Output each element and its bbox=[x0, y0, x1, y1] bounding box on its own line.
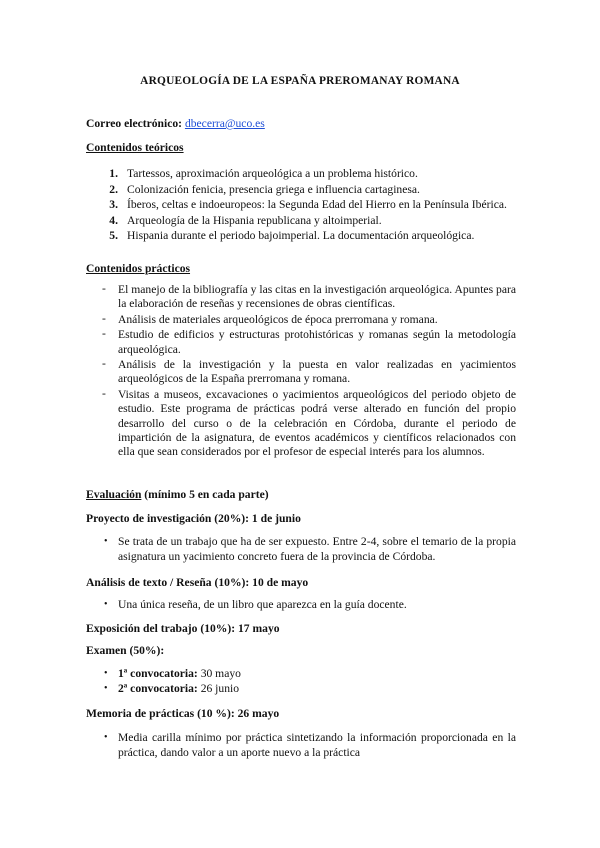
proyecto-heading: Proyecto de investigación (20%): 1 de junio bbox=[86, 512, 301, 525]
teoricos-heading: Contenidos teóricos bbox=[86, 141, 184, 154]
list-item: 1. Tartessos, aproximación arqueológica a un problema histórico. bbox=[109, 167, 418, 180]
list-item: 5. Hispania durante el periodo bajoimperial. La documentación arqueológica. bbox=[109, 229, 475, 242]
list-item: - Visitas a museos, excavaciones o yacimientos arqueológicos del periodo objeto de estudio. Este programa de prácticas podrá verse alterado en función del propio desarrollo del curso o de la celebración en Córdoba, durante el periodo de impartición de la asignatura, de eventos académicos y científicos relacionados con ella que sean considerados por el profesor de especial interés para los alumnos. bbox=[102, 386, 516, 459]
practicos-heading: Contenidos prácticos bbox=[86, 262, 191, 275]
list-item: 4. Arqueología de la Hispania republicana y altoimperial. bbox=[109, 213, 382, 227]
list-item: - Análisis de la investigación y la puesta en valor realizadas en yacimientos arqueológicos de la España prerromana y romana. bbox=[102, 357, 516, 386]
memoria-heading: Memoria de prácticas (10 %): 26 mayo bbox=[86, 707, 280, 720]
proyecto-list bbox=[86, 534, 516, 564]
list-item: - Análisis de materiales arqueológicos de época prerromana y romana. bbox=[102, 311, 438, 326]
list-item: - Estudio de edificios y estructuras protohistóricas y romanas según la metodología arqueológica. bbox=[102, 327, 516, 356]
list-item: 2. Colonización fenicia, presencia griega e influencia cartaginesa. bbox=[109, 182, 420, 196]
email-label: Correo electrónico: bbox=[86, 117, 183, 130]
document-title: ARQUEOLOGÍA DE LA ESPAÑA PREROMANAY ROMANA bbox=[140, 75, 460, 87]
practicos-list bbox=[86, 283, 516, 461]
examen-list bbox=[86, 666, 516, 696]
email-line bbox=[86, 117, 265, 130]
memoria-list bbox=[86, 730, 516, 760]
exposicion-heading: Exposición del trabajo (10%): 17 mayo bbox=[86, 622, 280, 635]
list-item: • 2ª convocatoria: 26 junio bbox=[104, 682, 240, 696]
list-item: • Se trata de un trabajo que ha de ser expuesto. Entre 2-4, sobre el temario de la propia asignatura un yacimiento concreto fuera de la provincia de Córdoba. bbox=[104, 535, 516, 564]
list-item: 3. Íberos, celtas e indoeuropeos: la Segunda Edad del Hierro en la Península Ibérica. bbox=[109, 198, 507, 211]
email-link[interactable]: dbecerra@uco.es bbox=[184, 117, 265, 130]
list-item: - El manejo de la bibliografía y las citas en la investigación arqueológica. Apuntes para la elaboración de reseñas y recensiones de obras científicas. bbox=[102, 282, 516, 311]
analisis-heading: Análisis de texto / Reseña (10%): 10 de mayo bbox=[86, 576, 309, 589]
list-item: • 1ª convocatoria: 30 mayo bbox=[104, 667, 241, 680]
examen-heading: Examen (50%): bbox=[86, 644, 165, 657]
list-item: • Media carilla mínimo por práctica sintetizando la información proporcionada en la práctica, dando valor a un aporte nuevo a la práctica bbox=[104, 731, 516, 760]
list-item: • Una única reseña, de un libro que aparezca en la guía docente. bbox=[104, 598, 407, 611]
analisis-list bbox=[86, 597, 516, 612]
teoricos-list bbox=[86, 166, 526, 244]
evaluacion-heading: Evaluación (mínimo 5 en cada parte) bbox=[86, 488, 269, 501]
